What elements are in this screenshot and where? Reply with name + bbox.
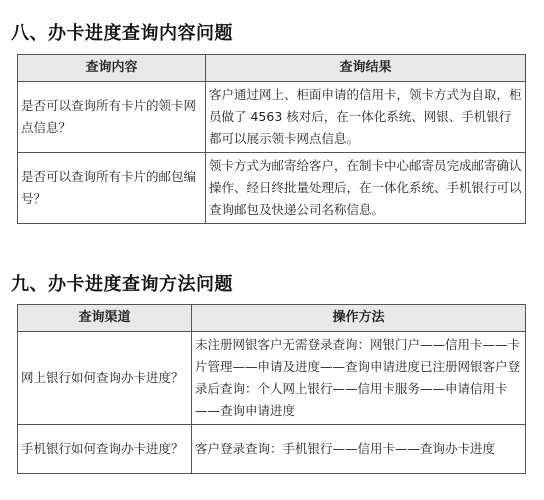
table-header-row <box>18 55 526 82</box>
query-method-table <box>17 304 526 474</box>
channel-cell: 网上银行如何查询办卡进度？ <box>18 332 192 425</box>
question-cell: 是否可以查询所有卡片的领卡网点信息？ <box>18 82 206 153</box>
table-row <box>18 425 526 474</box>
query-content-table <box>17 54 526 224</box>
method-cell: 客户登录查询：手机银行——信用卡——查询办卡进度 <box>192 425 526 474</box>
table-row <box>18 153 526 224</box>
section-title-card-progress-method: 九、办卡进度查询方法问题 <box>11 274 233 295</box>
section-title-card-progress-content: 八、办卡进度查询内容问题 <box>11 23 233 44</box>
answer-cell: 客户通过网上、柜面申请的信用卡，领卡方式为自取，柜员做了 4563 核对后，在一体化系统、网银、手机银行都可以展示领卡网点信息。 <box>206 82 526 153</box>
column-header-query-content: 查询内容 <box>18 55 206 82</box>
answer-cell: 领卡方式为邮寄给客户，在制卡中心邮寄员完成邮寄确认操作、经日终批量处理后，在一体化系统、手机银行可以查询邮包及快递公司名称信息。 <box>206 153 526 224</box>
table-header-row <box>18 305 526 332</box>
column-header-query-result: 查询结果 <box>206 55 526 82</box>
table-row <box>18 82 526 153</box>
method-cell: 未注册网银客户无需登录查询：网银门户——信用卡——卡片管理——申请及进度——查询申请进度已注册网银客户登录后查询：个人网上银行——信用卡服务——申请信用卡——查询申请进度 <box>192 332 526 425</box>
column-header-operation-method: 操作方法 <box>192 305 526 332</box>
channel-cell: 手机银行如何查询办卡进度？ <box>18 425 192 474</box>
table-row <box>18 332 526 425</box>
question-cell: 是否可以查询所有卡片的邮包编号？ <box>18 153 206 224</box>
column-header-query-channel: 查询渠道 <box>18 305 192 332</box>
